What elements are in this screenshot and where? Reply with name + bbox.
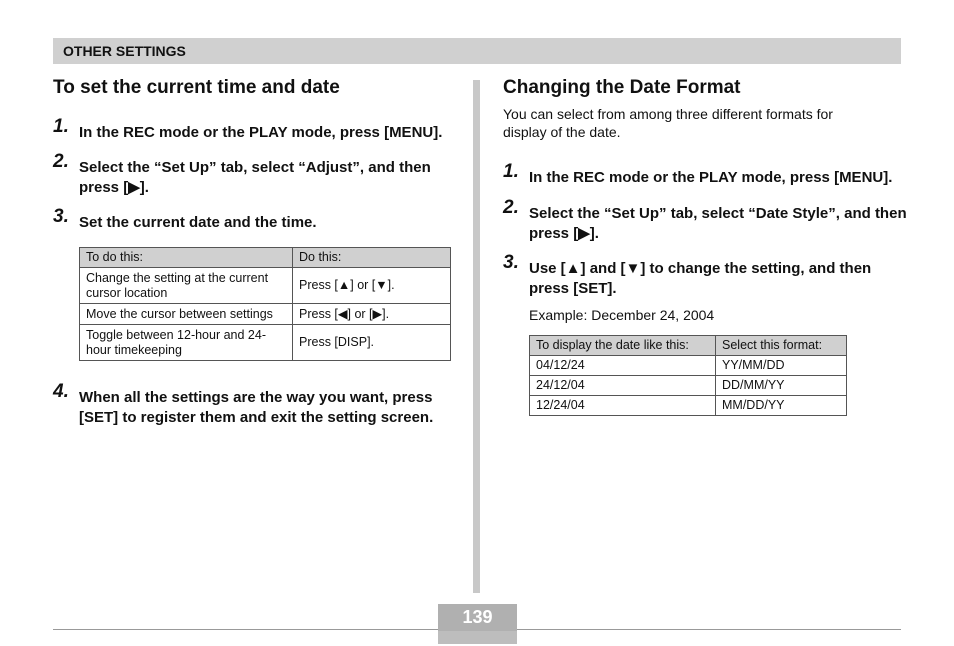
table-header-row — [80, 248, 451, 268]
left-column — [53, 76, 453, 428]
table-header-cell: Do this: — [293, 248, 451, 268]
page-badge-band — [438, 631, 517, 644]
table-cell: Change the setting at the current cursor location — [80, 268, 293, 304]
right-heading: Changing the Date Format — [503, 77, 741, 98]
table-header-cell: To display the date like this: — [530, 336, 716, 356]
left-heading: To set the current time and date — [53, 77, 340, 98]
table-cell: YY/MM/DD — [716, 356, 847, 376]
step-text: Use [▲] and [▼] to change the setting, and then press [SET]. — [529, 260, 872, 297]
right-step-2 — [503, 197, 909, 244]
step-number: 4. — [53, 381, 69, 402]
table-cell: Press [DISP]. — [293, 325, 451, 361]
step-text: In the REC mode or the PLAY mode, press [MENU]. — [529, 169, 893, 186]
right-step-3 — [503, 252, 899, 299]
right-step-1 — [503, 161, 899, 188]
table-row — [80, 268, 451, 304]
table-cell: 12/24/04 — [530, 396, 716, 416]
step-text: Set the current date and the time. — [79, 214, 317, 231]
table-row — [80, 325, 451, 361]
step-text: Select the “Set Up” tab, select “Date Style”, and then press [▶]. — [529, 205, 907, 242]
left-step-1 — [53, 116, 453, 143]
table-row — [530, 376, 847, 396]
table-header-cell: Select this format: — [716, 336, 847, 356]
step-text: When all the settings are the way you want, press [SET] to register them and exit the setting screen. — [79, 389, 434, 426]
section-title: OTHER SETTINGS — [63, 43, 186, 59]
table-cell: MM/DD/YY — [716, 396, 847, 416]
column-divider — [473, 80, 480, 593]
left-step-4 — [53, 381, 453, 428]
section-header-bar — [53, 38, 901, 64]
table-cell: 04/12/24 — [530, 356, 716, 376]
left-step-2 — [53, 151, 453, 198]
table-header-row — [530, 336, 847, 356]
table-cell: Press [◀] or [▶]. — [293, 304, 451, 325]
right-column — [503, 76, 907, 416]
table-cell: Move the cursor between settings — [80, 304, 293, 325]
table-row — [530, 356, 847, 376]
table-cell: Press [▲] or [▼]. — [293, 268, 451, 304]
page-number: 139 — [462, 607, 493, 627]
table-row — [80, 304, 451, 325]
date-format-table — [529, 335, 847, 416]
table-cell: 24/12/04 — [530, 376, 716, 396]
table-header-cell: To do this: — [80, 248, 293, 268]
step-number: 2. — [503, 197, 519, 218]
left-step-3 — [53, 206, 453, 233]
table-cell: Toggle between 12-hour and 24-hour timekeeping — [80, 325, 293, 361]
step-number: 3. — [503, 252, 519, 273]
right-intro: You can select from among three different formats for display of the date. — [503, 106, 833, 140]
page-number-badge — [438, 604, 517, 644]
step-number: 1. — [503, 161, 519, 182]
step-text: Select the “Set Up” tab, select “Adjust”, and then press [▶]. — [79, 159, 431, 196]
table-cell: DD/MM/YY — [716, 376, 847, 396]
example-text: Example: December 24, 2004 — [529, 307, 715, 323]
step-number: 2. — [53, 151, 69, 172]
step-text: In the REC mode or the PLAY mode, press [MENU]. — [79, 124, 443, 141]
time-settings-table — [79, 247, 451, 361]
table-row — [530, 396, 847, 416]
step-number: 3. — [53, 206, 69, 227]
step-number: 1. — [53, 116, 69, 137]
